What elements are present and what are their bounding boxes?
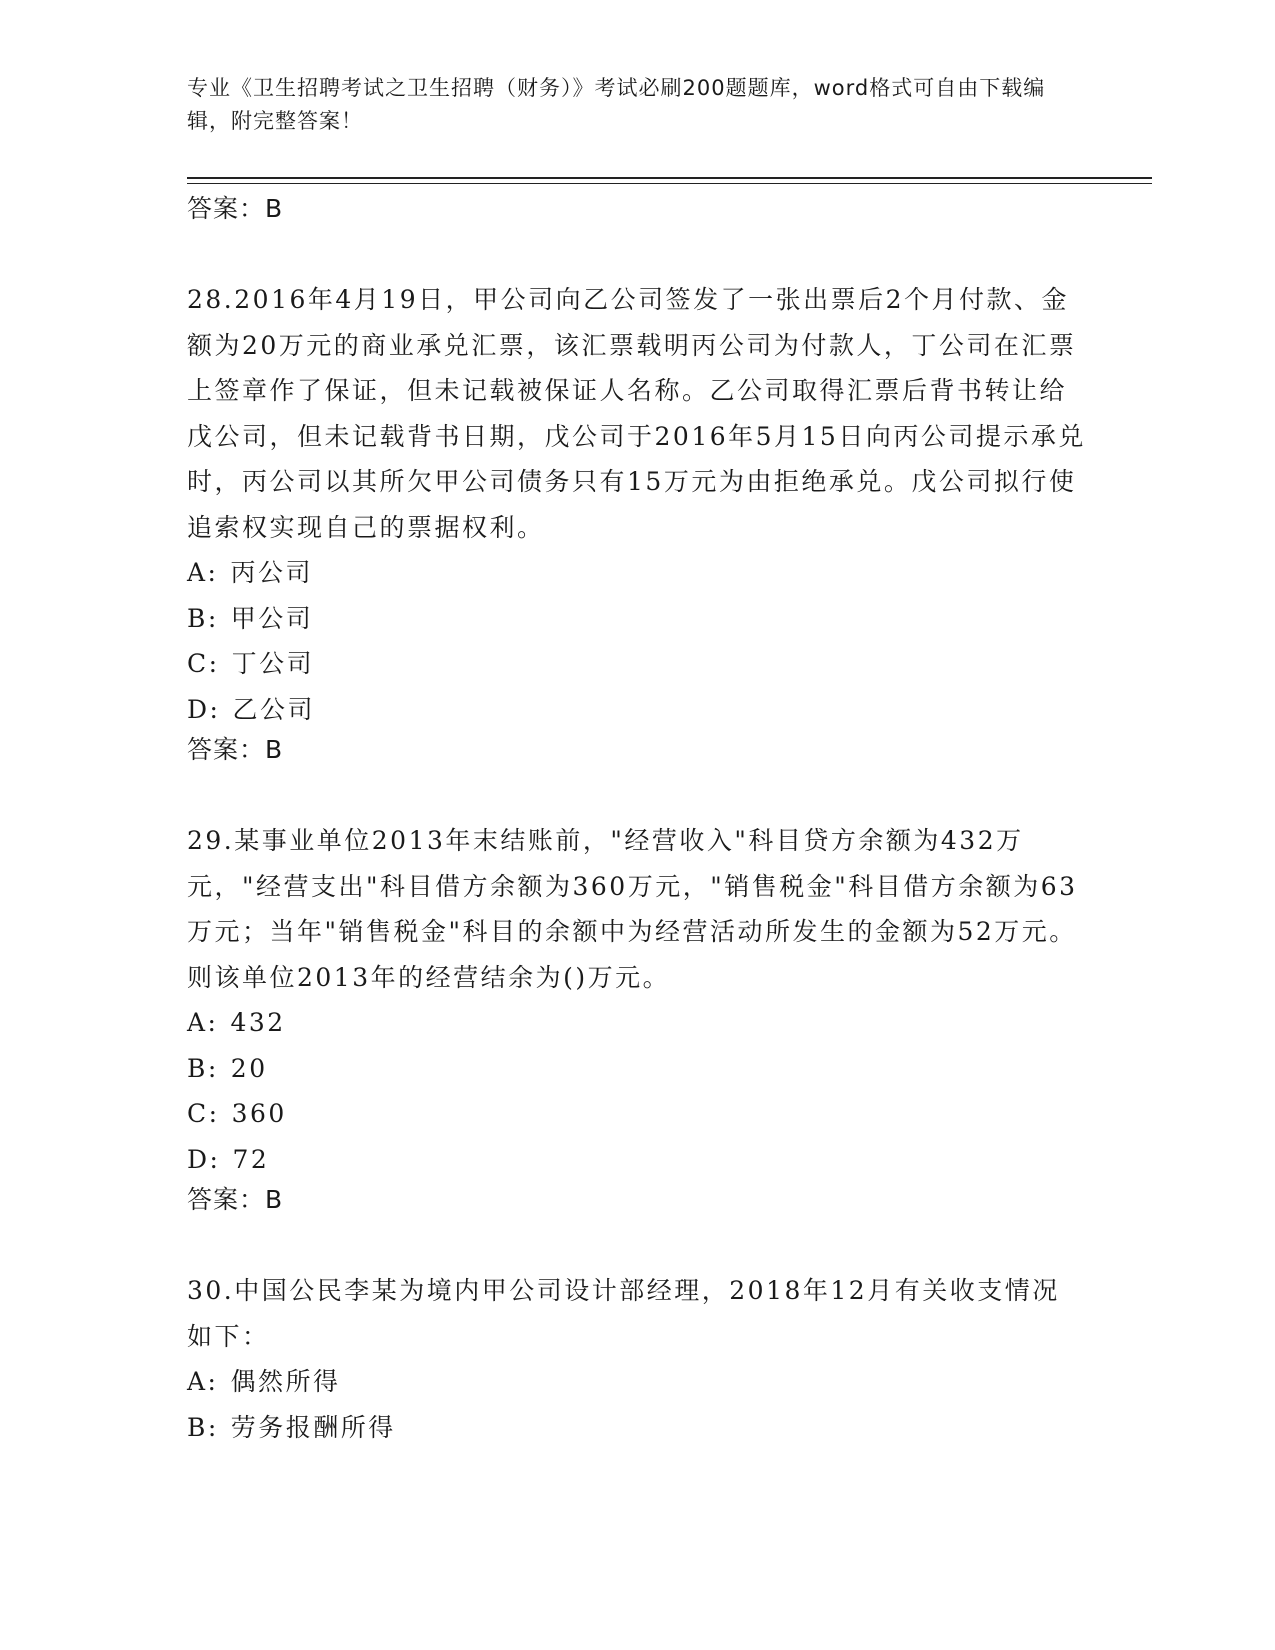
question-text: 29.某事业单位2013年末结账前，"经营收入"科目贷方余额为432万元，"经营支出"科目借方余额为360万元，"销售税金"科目借方余额为63万元；当年"销售税金"科目的余额中为经营活动所发生的金额为52万元。则该单位2013年的经营结余为()万元。 xyxy=(187,826,1078,992)
header-rule-thin xyxy=(187,183,1152,184)
page-header: 专业《卫生招聘考试之卫生招聘（财务）》考试必刷200题题库，word格式可自由下载编辑，附完整答案！ xyxy=(187,76,1046,133)
option-label: B: xyxy=(187,603,219,633)
answer-line xyxy=(187,1182,1087,1218)
option-label: B: xyxy=(187,1053,219,1083)
option-d xyxy=(187,1137,1087,1183)
option-b xyxy=(187,596,1087,642)
option-text: 432 xyxy=(230,1008,286,1037)
option-label: C: xyxy=(187,649,220,678)
answer-label: 答案： xyxy=(187,735,266,764)
document-body xyxy=(187,191,1087,1450)
answer-value: B xyxy=(265,194,284,223)
option-text: 丙公司 xyxy=(230,558,313,587)
option-text: 20 xyxy=(230,1053,268,1083)
question-text: 30.中国公民李某为境内甲公司设计部经理，2018年12月有关收支情况如下： xyxy=(187,1276,1060,1351)
option-text: 360 xyxy=(231,1099,287,1128)
question-28 xyxy=(187,277,1087,768)
option-text: 乙公司 xyxy=(232,694,315,724)
question-text: 28.2016年4月19日，甲公司向乙公司签发了一张出票后2个月付款、金额为20万元的商业承兑汇票，该汇票载明丙公司为付款人，丁公司在汇票上签章作了保证，但未记载被保证人名称。乙公司取得汇票后背书转让给戊公司，但未记载背书日期，戊公司于2016年5月15日向丙公司提示承兑时，丙公司以其所欠甲公司债务只有15万元为由拒绝承兑。戊公司拟行使追索权实现自己的票据权利。 xyxy=(187,285,1086,542)
option-b xyxy=(187,1046,1087,1092)
answer-label: 答案： xyxy=(187,194,266,223)
option-a xyxy=(187,1359,1087,1405)
option-label: D: xyxy=(187,1144,221,1174)
option-label: D: xyxy=(187,694,221,724)
option-text: 丁公司 xyxy=(231,649,315,678)
option-label: C: xyxy=(187,1099,220,1128)
option-b xyxy=(187,1405,1087,1451)
option-label: A: xyxy=(187,558,219,587)
option-text: 偶然所得 xyxy=(230,1367,341,1396)
option-c xyxy=(187,641,1087,687)
answer-line xyxy=(187,191,1087,227)
answer-value: B xyxy=(265,735,284,764)
answer-label: 答案： xyxy=(187,1185,266,1214)
option-label: B: xyxy=(187,1412,219,1442)
option-a xyxy=(187,1000,1087,1046)
option-text: 甲公司 xyxy=(230,603,314,633)
question-29 xyxy=(187,818,1087,1218)
answer-value: B xyxy=(265,1185,284,1214)
option-text: 劳务报酬所得 xyxy=(230,1412,396,1442)
option-text: 72 xyxy=(232,1144,270,1174)
question-30 xyxy=(187,1268,1087,1450)
option-a xyxy=(187,550,1087,596)
option-label: A: xyxy=(187,1008,219,1037)
answer-line xyxy=(187,732,1087,768)
option-c xyxy=(187,1091,1087,1137)
option-label: A: xyxy=(187,1367,219,1396)
header-rule-thick xyxy=(187,177,1152,179)
option-d xyxy=(187,687,1087,733)
